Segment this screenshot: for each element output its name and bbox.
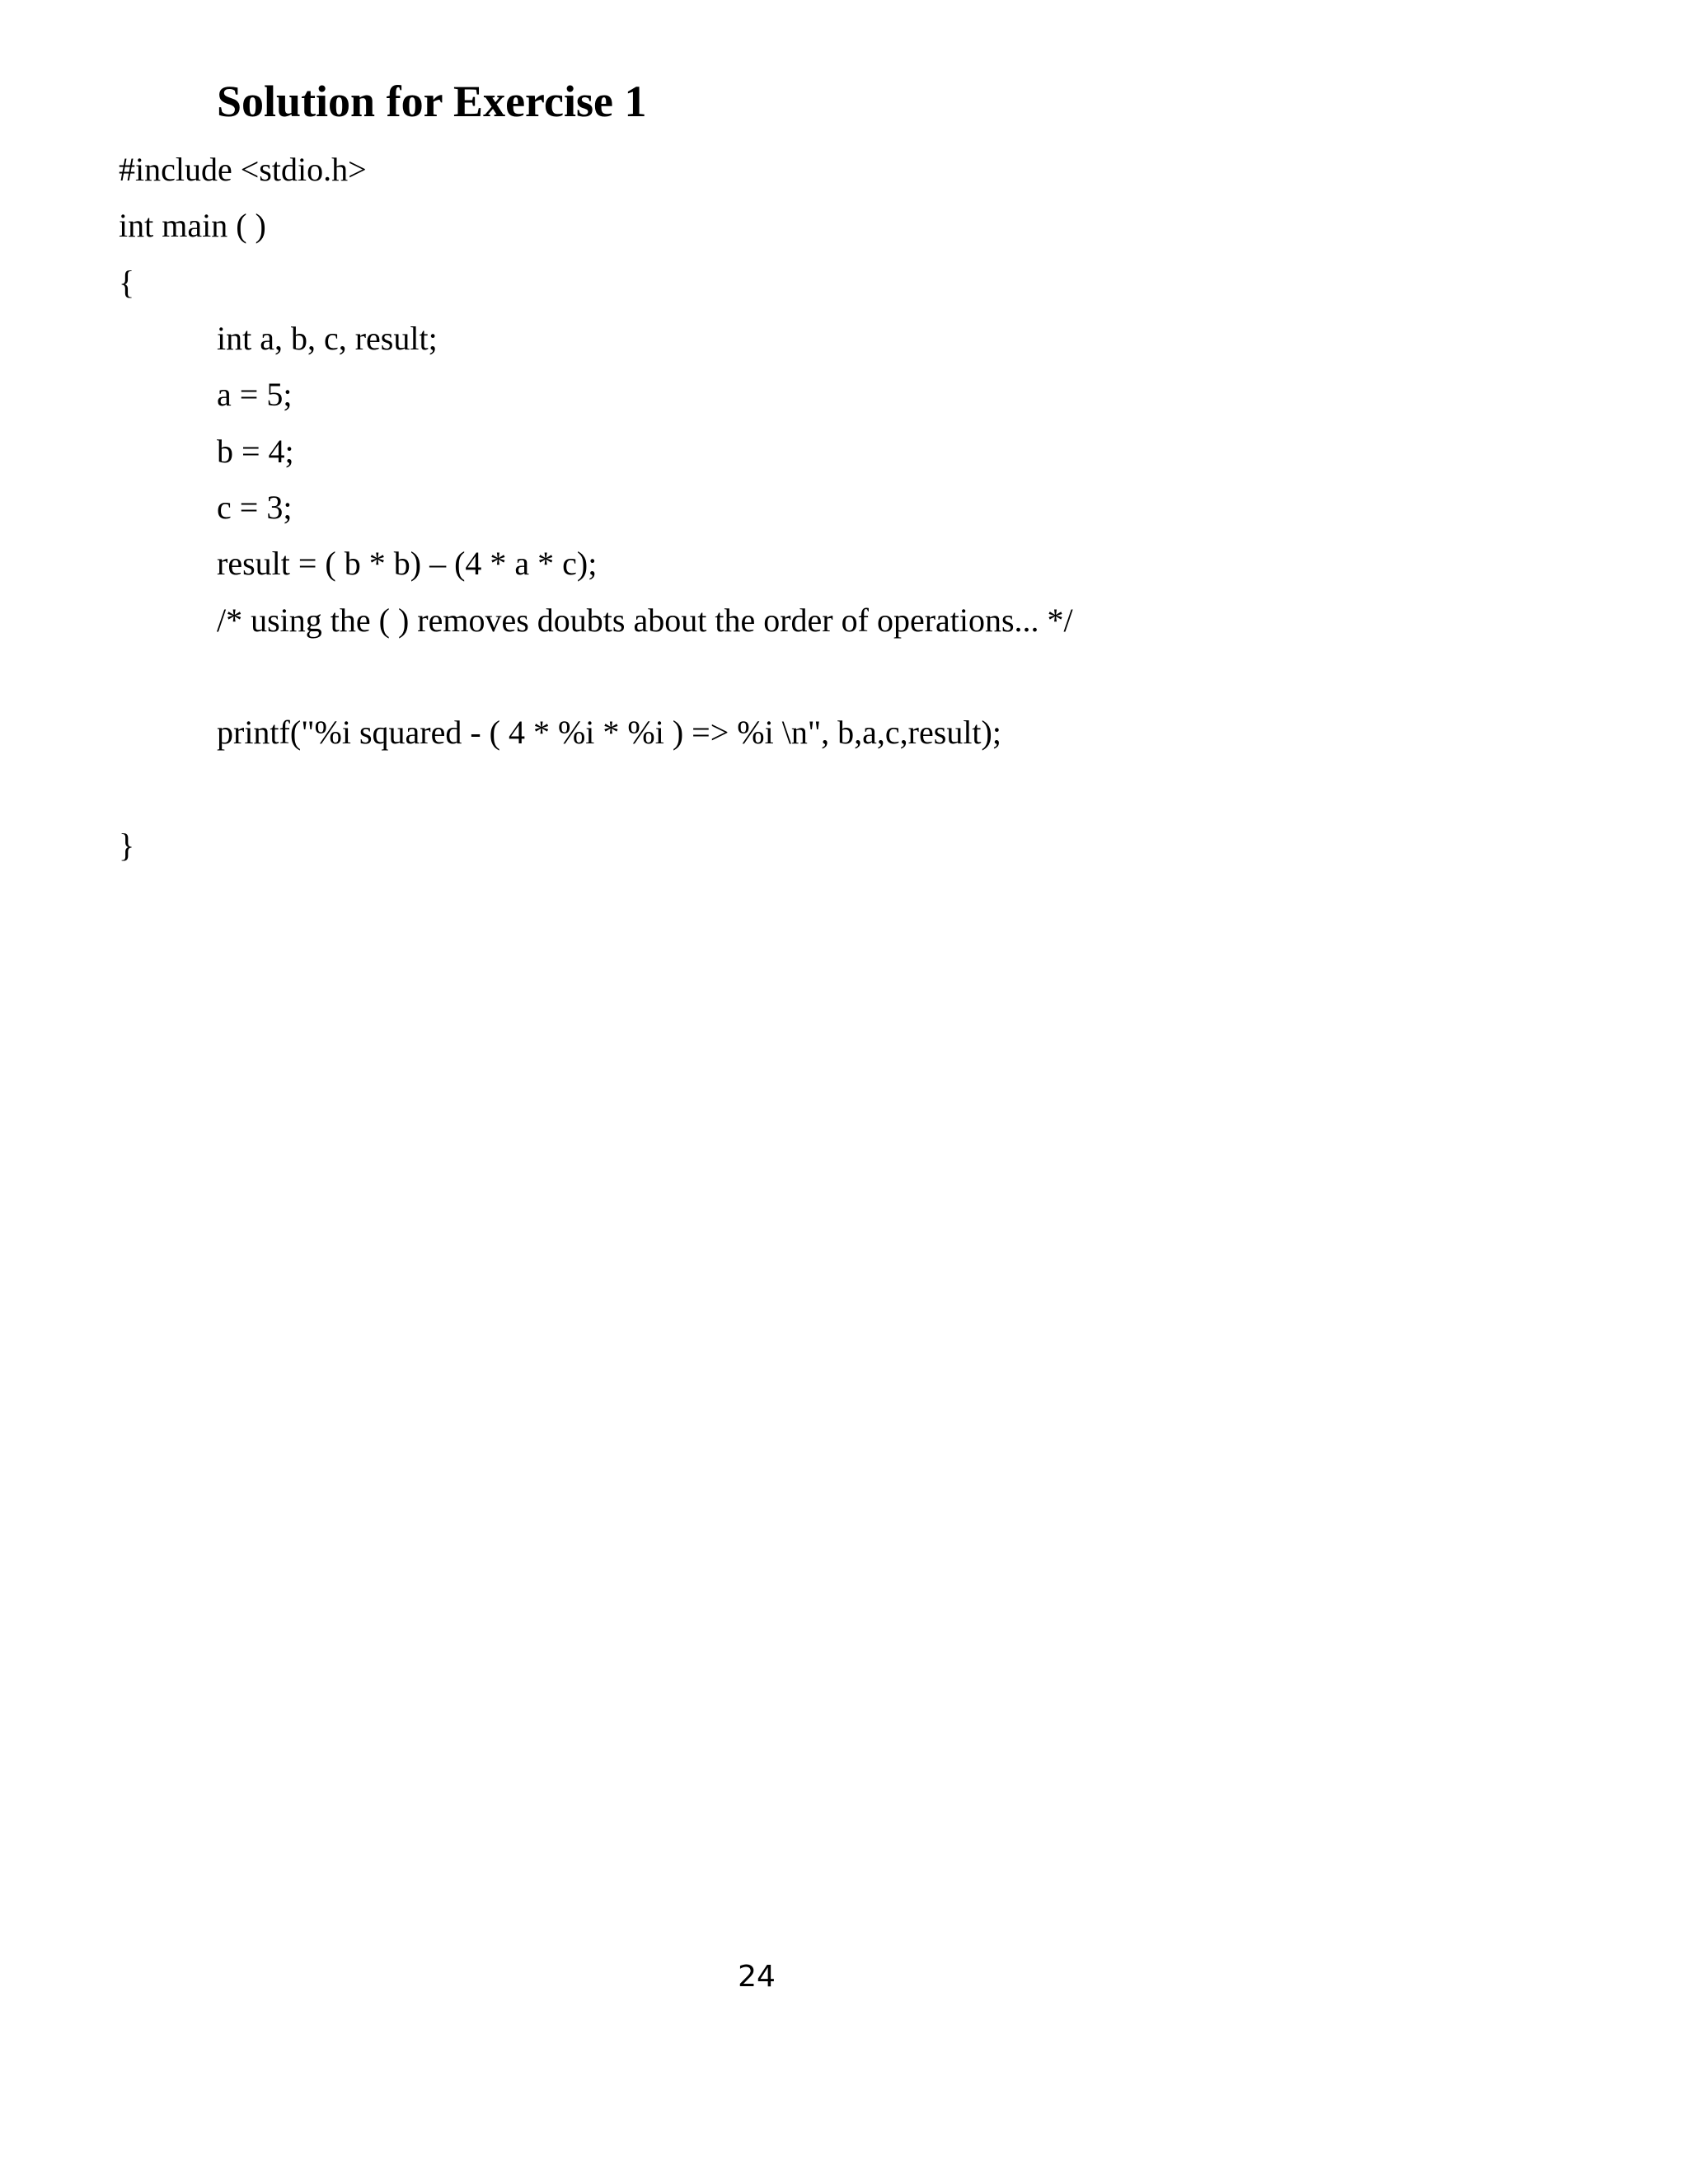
page-number: 24 — [738, 1960, 776, 1994]
page-title: Solution for Exercise 1 — [217, 77, 647, 126]
code-line-result: result = ( b * b) – (4 * a * c); — [217, 545, 598, 582]
code-line-close-brace: } — [119, 827, 135, 864]
code-line-open-brace: { — [119, 264, 135, 301]
code-line-comment: /* using the ( ) removes doubts about the order of operations... */ — [217, 602, 1073, 639]
code-line-printf: printf("%i squared - ( 4 * %i * %i ) => %i \n", b,a,c,result); — [217, 714, 1001, 751]
code-line-main: int main ( ) — [119, 207, 266, 244]
code-line-include: #include <stdio.h> — [119, 151, 367, 188]
code-line-declaration: int a, b, c, result; — [217, 320, 438, 357]
code-line-assign-a: a = 5; — [217, 376, 293, 413]
code-line-assign-b: b = 4; — [217, 433, 294, 470]
code-line-assign-c: c = 3; — [217, 489, 293, 526]
